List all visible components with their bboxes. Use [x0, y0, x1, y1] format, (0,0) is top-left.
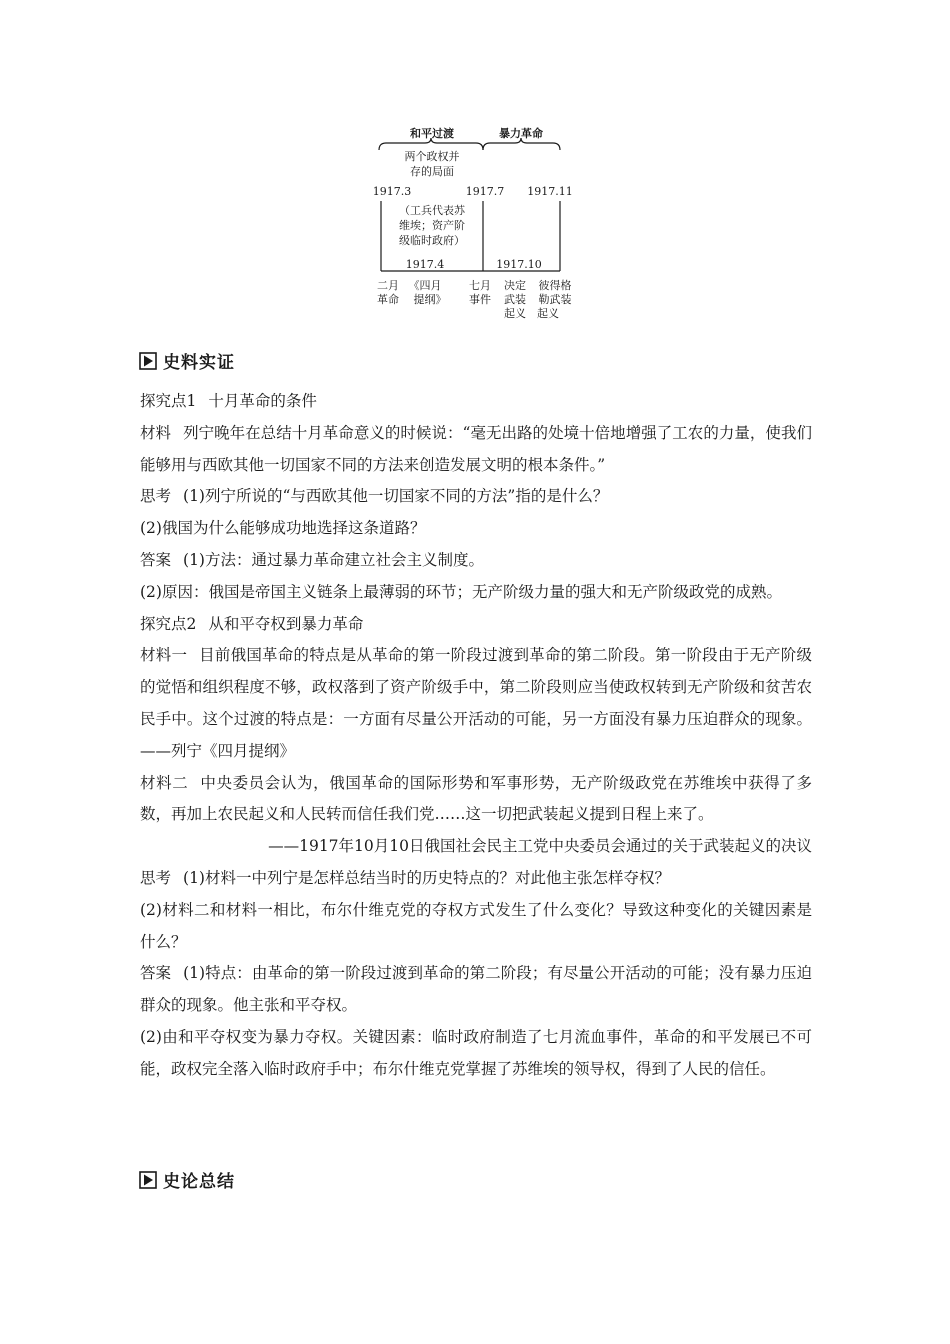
answer-1-1: 答案 (1)方法：通过暴力革命建立社会主义制度。 [140, 550, 484, 569]
inquiry-point-2: 探究点2 从和平夺权到暴力革命 [140, 614, 364, 633]
question-1-1: 思考 (1)列宁所说的“与西欧其他一切国家不同的方法”指的是什么？ [140, 487, 609, 506]
event-label: 事件 [469, 293, 491, 306]
answer-1-2: (2)原因：俄国是帝国主义链条上最薄弱的环节；无产阶级力量的强大和无产阶级政党的成熟。 [140, 582, 782, 601]
event-label: 革命 [377, 293, 399, 306]
main-content [140, 386, 812, 1086]
inquiry-point-1: 探究点1 十月革命的条件 [140, 392, 317, 410]
date-1917-3: 1917.3 [372, 185, 412, 198]
event-label: 提纲》 [413, 293, 447, 306]
phase-peaceful-label: 和平过渡 [410, 127, 454, 140]
box-line2: 维埃；资产阶 [399, 219, 465, 232]
event-label: 武装 [504, 293, 526, 306]
material-2a: 材料一 目前俄国革命的特点是从革命的第一阶段过渡到革命的第二阶段。第一阶段由于无产阶级的觉悟和组织程度不够，政权落到了资产阶级手中，第二阶段则应当使政权转到无产阶级和贫苦农民手中。这个过渡的特点是：一方面有尽量公开活动的可能，另一方面没有暴力压迫群众的现象。——列宁《四月提纲》 [140, 646, 812, 760]
date-1917-7: 1917.7 [465, 185, 505, 198]
event-label: 决定 [504, 279, 526, 292]
question-1-2: (2)俄国为什么能够成功地选择这条道路？ [140, 519, 426, 538]
section-heading-evidence [139, 348, 235, 373]
event-label: 彼得格 [538, 279, 572, 292]
question-2-2: (2)材料二和材料一相比，布尔什维克党的夺权方式发生了什么变化？导致这种变化的关键因素是什么？ [140, 900, 812, 951]
box-line1: （工兵代表苏 [399, 204, 465, 217]
answer-2-2: (2)由和平夺权变为暴力夺权。关键因素：临时政府制造了七月流血事件，革命的和平发展已不可能，政权完全落入临时政府手中；布尔什维克党掌握了苏维埃的领导权，得到了人民的信任。 [140, 1027, 812, 1078]
event-label: 起义 [537, 307, 559, 320]
event-label: 七月 [469, 279, 491, 292]
event-label: 二月 [377, 279, 399, 292]
answer-2-1: 答案 (1)特点：由革命的第一阶段过渡到革命的第二阶段；有尽量公开活动的可能；没有暴力压迫群众的现象。他主张和平夺权。 [140, 964, 812, 1015]
date-1917-10: 1917.10 [496, 258, 542, 271]
section-title: 史论总结 [163, 1172, 235, 1192]
brace-violent [483, 138, 560, 150]
material-2b: 材料二 中央委员会认为，俄国革命的国际形势和军事形势，无产阶级政党在苏维埃中获得了多数，再加上农民起义和人民转而信任我们党……这一切把武装起义提到日程上来了。 [140, 773, 812, 824]
date-1917-4: 1917.4 [405, 258, 445, 271]
dual-power-line1: 两个政权并 [404, 150, 460, 163]
dual-power-line2: 存的局面 [410, 165, 454, 178]
box-line3: 级临时政府） [399, 234, 465, 247]
event-label: 《四月 [408, 279, 442, 292]
event-label: 起义 [504, 307, 526, 320]
section-heading-summary [139, 1167, 235, 1192]
material-1: 材料 列宁晚年在总结十月革命意义的时候说：“毫无出路的处境十倍地增强了工农的力量，使我们能够用与西欧其他一切国家不同的方法来创造发展文明的根本条件。” [140, 423, 812, 474]
phase-violent-label: 暴力革命 [499, 127, 543, 140]
event-label: 勒武装 [538, 293, 572, 306]
brace-peaceful [379, 138, 483, 150]
question-2-1: 思考 (1)材料一中列宁是怎样总结当时的历史特点的？对此他主张怎样夺权？ [140, 868, 670, 887]
play-triangle-icon [139, 1171, 157, 1189]
play-triangle-icon [139, 352, 157, 370]
section-title: 史料实证 [163, 353, 235, 373]
date-1917-11: 1917.11 [527, 185, 573, 198]
material-2b-source: ——1917年10月10日俄国社会民主工党中央委员会通过的关于武装起义的决议 [268, 837, 812, 856]
revolution-timeline-diagram [0, 0, 950, 340]
